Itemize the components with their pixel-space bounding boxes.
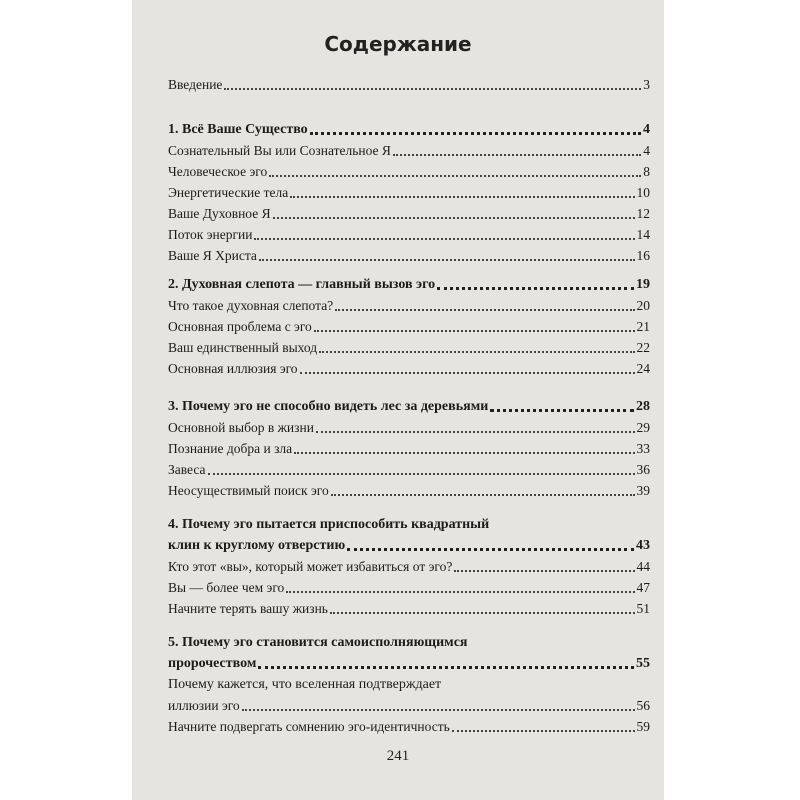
toc-entry-page: 12	[636, 206, 650, 221]
toc-chapter-2	[168, 276, 650, 294]
dot-leader	[294, 452, 634, 454]
toc-entry	[168, 339, 650, 357]
toc-chapter-title: 2. Духовная слепота — главный вызов эго	[168, 277, 436, 292]
toc-entry-line1: Почему кажется, что вселенная подтверждает	[168, 677, 442, 692]
toc-entry-title: Ваш единственный выход	[168, 340, 318, 355]
toc-entry-title: Человеческое эго	[168, 164, 268, 179]
toc-entry-page: 4	[643, 143, 650, 158]
toc-entry-page: 10	[636, 185, 650, 200]
dot-leader	[242, 709, 635, 711]
dot-leader	[224, 88, 641, 90]
toc-entry-title: Начните терять вашу жизнь	[168, 601, 328, 616]
toc-entry-page: 14	[636, 227, 650, 242]
toc-entry-title: Энергетические тела	[168, 185, 289, 200]
dot-leader	[208, 473, 635, 475]
toc-entry-title: Сознательный Вы или Сознательное Я	[168, 143, 391, 158]
toc-entry-page: 22	[636, 340, 650, 355]
dot-leader	[452, 730, 635, 732]
toc-entry	[168, 440, 650, 458]
dot-leader	[330, 612, 635, 614]
dot-leader	[490, 409, 634, 412]
toc-entry-title: Ваше Духовное Я	[168, 206, 271, 221]
toc-entry	[168, 163, 650, 181]
toc-entry-page: 43	[636, 538, 650, 553]
toc-chapter-5-line1: 5. Почему эго становится самоисполняющимся	[168, 635, 468, 650]
dot-leader	[258, 666, 634, 669]
toc-entry-page: 19	[636, 277, 650, 292]
dot-leader	[314, 330, 635, 332]
toc-entry-page: 51	[636, 601, 650, 616]
toc-entry-title: Основная проблема с эго	[168, 319, 312, 334]
toc-entry	[168, 205, 650, 223]
dot-leader	[273, 217, 635, 219]
toc-entry-title: Основная иллюзия эго	[168, 361, 298, 376]
toc-entry-page: 24	[636, 361, 650, 376]
toc-chapter-1	[168, 121, 650, 139]
toc-entry-title: Познание добра и зла	[168, 441, 293, 456]
toc-chapter-5	[168, 655, 650, 673]
dot-leader	[310, 132, 641, 135]
toc-entry	[168, 297, 650, 315]
dot-leader	[319, 351, 634, 353]
dot-leader	[393, 154, 641, 156]
dot-leader	[254, 238, 634, 240]
dot-leader	[316, 431, 635, 433]
toc-entry-title: Кто этот «вы», который может избавиться от эго?	[168, 559, 453, 574]
toc-chapter-title: 3. Почему эго не способно видеть лес за деревьями	[168, 399, 489, 414]
toc-entry-title: Начните подвергать сомнению эго-идентичность	[168, 719, 450, 734]
toc-entry-title: Поток энергии	[168, 227, 253, 242]
page-number: 241	[386, 748, 410, 764]
toc-entry	[168, 482, 650, 500]
toc-entry-title: Вы — более чем эго	[168, 580, 285, 595]
toc-entry	[168, 697, 650, 715]
dot-leader	[259, 259, 635, 261]
toc-chapter-4-line1: 4. Почему эго пытается приспособить квадратный	[168, 517, 490, 532]
toc-entry	[168, 718, 650, 736]
toc-entry	[168, 558, 650, 576]
toc-entry	[168, 419, 650, 437]
toc-entry-page: 20	[636, 298, 650, 313]
dot-leader	[331, 494, 635, 496]
toc-entry-page: 29	[636, 420, 650, 435]
toc-entry	[168, 142, 650, 160]
dot-leader	[286, 591, 634, 593]
toc-entry-page: 28	[636, 399, 650, 414]
toc-chapter-title: пророчеством	[168, 656, 257, 671]
toc-entry	[168, 600, 650, 618]
dot-leader	[335, 309, 634, 311]
toc-entry-title: Что такое духовная слепота?	[168, 298, 334, 313]
toc-entry	[168, 247, 650, 265]
toc-entry-page: 47	[636, 580, 650, 595]
toc-entry-page: 8	[643, 164, 650, 179]
toc-entry-title: Завеса	[168, 462, 206, 477]
toc-entry-page: 55	[636, 656, 650, 671]
toc-entry-page: 39	[636, 483, 650, 498]
toc-entry-title: иллюзии эго	[168, 698, 240, 713]
dot-leader	[290, 196, 634, 198]
toc-entry-page: 4	[643, 122, 650, 137]
toc-chapter-3	[168, 398, 650, 416]
dot-leader	[454, 570, 634, 572]
dot-leader	[269, 175, 641, 177]
dot-leader	[347, 548, 634, 551]
toc-entry-page: 44	[636, 559, 650, 574]
toc-entry-title: Неосуществимый поиск эго	[168, 483, 329, 498]
toc-entry-page: 59	[636, 719, 650, 734]
toc-entry-page: 36	[636, 462, 650, 477]
toc-entry-title: Основной выбор в жизни	[168, 420, 314, 435]
toc-chapter-title: 1. Всё Ваше Существо	[168, 122, 308, 137]
dot-leader	[437, 287, 634, 290]
toc-entry-title: Ваше Я Христа	[168, 248, 257, 263]
toc-entry	[168, 360, 650, 378]
toc-entry-intro	[168, 76, 650, 94]
toc-chapter-4	[168, 537, 650, 555]
toc-entry	[168, 461, 650, 479]
toc-entry-page: 56	[636, 698, 650, 713]
toc-entry	[168, 318, 650, 336]
toc-entry	[168, 226, 650, 244]
book-page	[132, 0, 664, 800]
toc-entry	[168, 579, 650, 597]
toc-entry-page: 21	[636, 319, 650, 334]
toc-entry-page: 16	[636, 248, 650, 263]
toc-entry	[168, 184, 650, 202]
toc-chapter-title: клин к круглому отверстию	[168, 538, 346, 553]
toc-entry-title: Введение	[168, 77, 223, 92]
toc-entry-page: 3	[643, 77, 650, 92]
dot-leader	[300, 372, 635, 374]
toc-entry-page: 33	[636, 441, 650, 456]
page-title: Содержание	[324, 32, 472, 56]
